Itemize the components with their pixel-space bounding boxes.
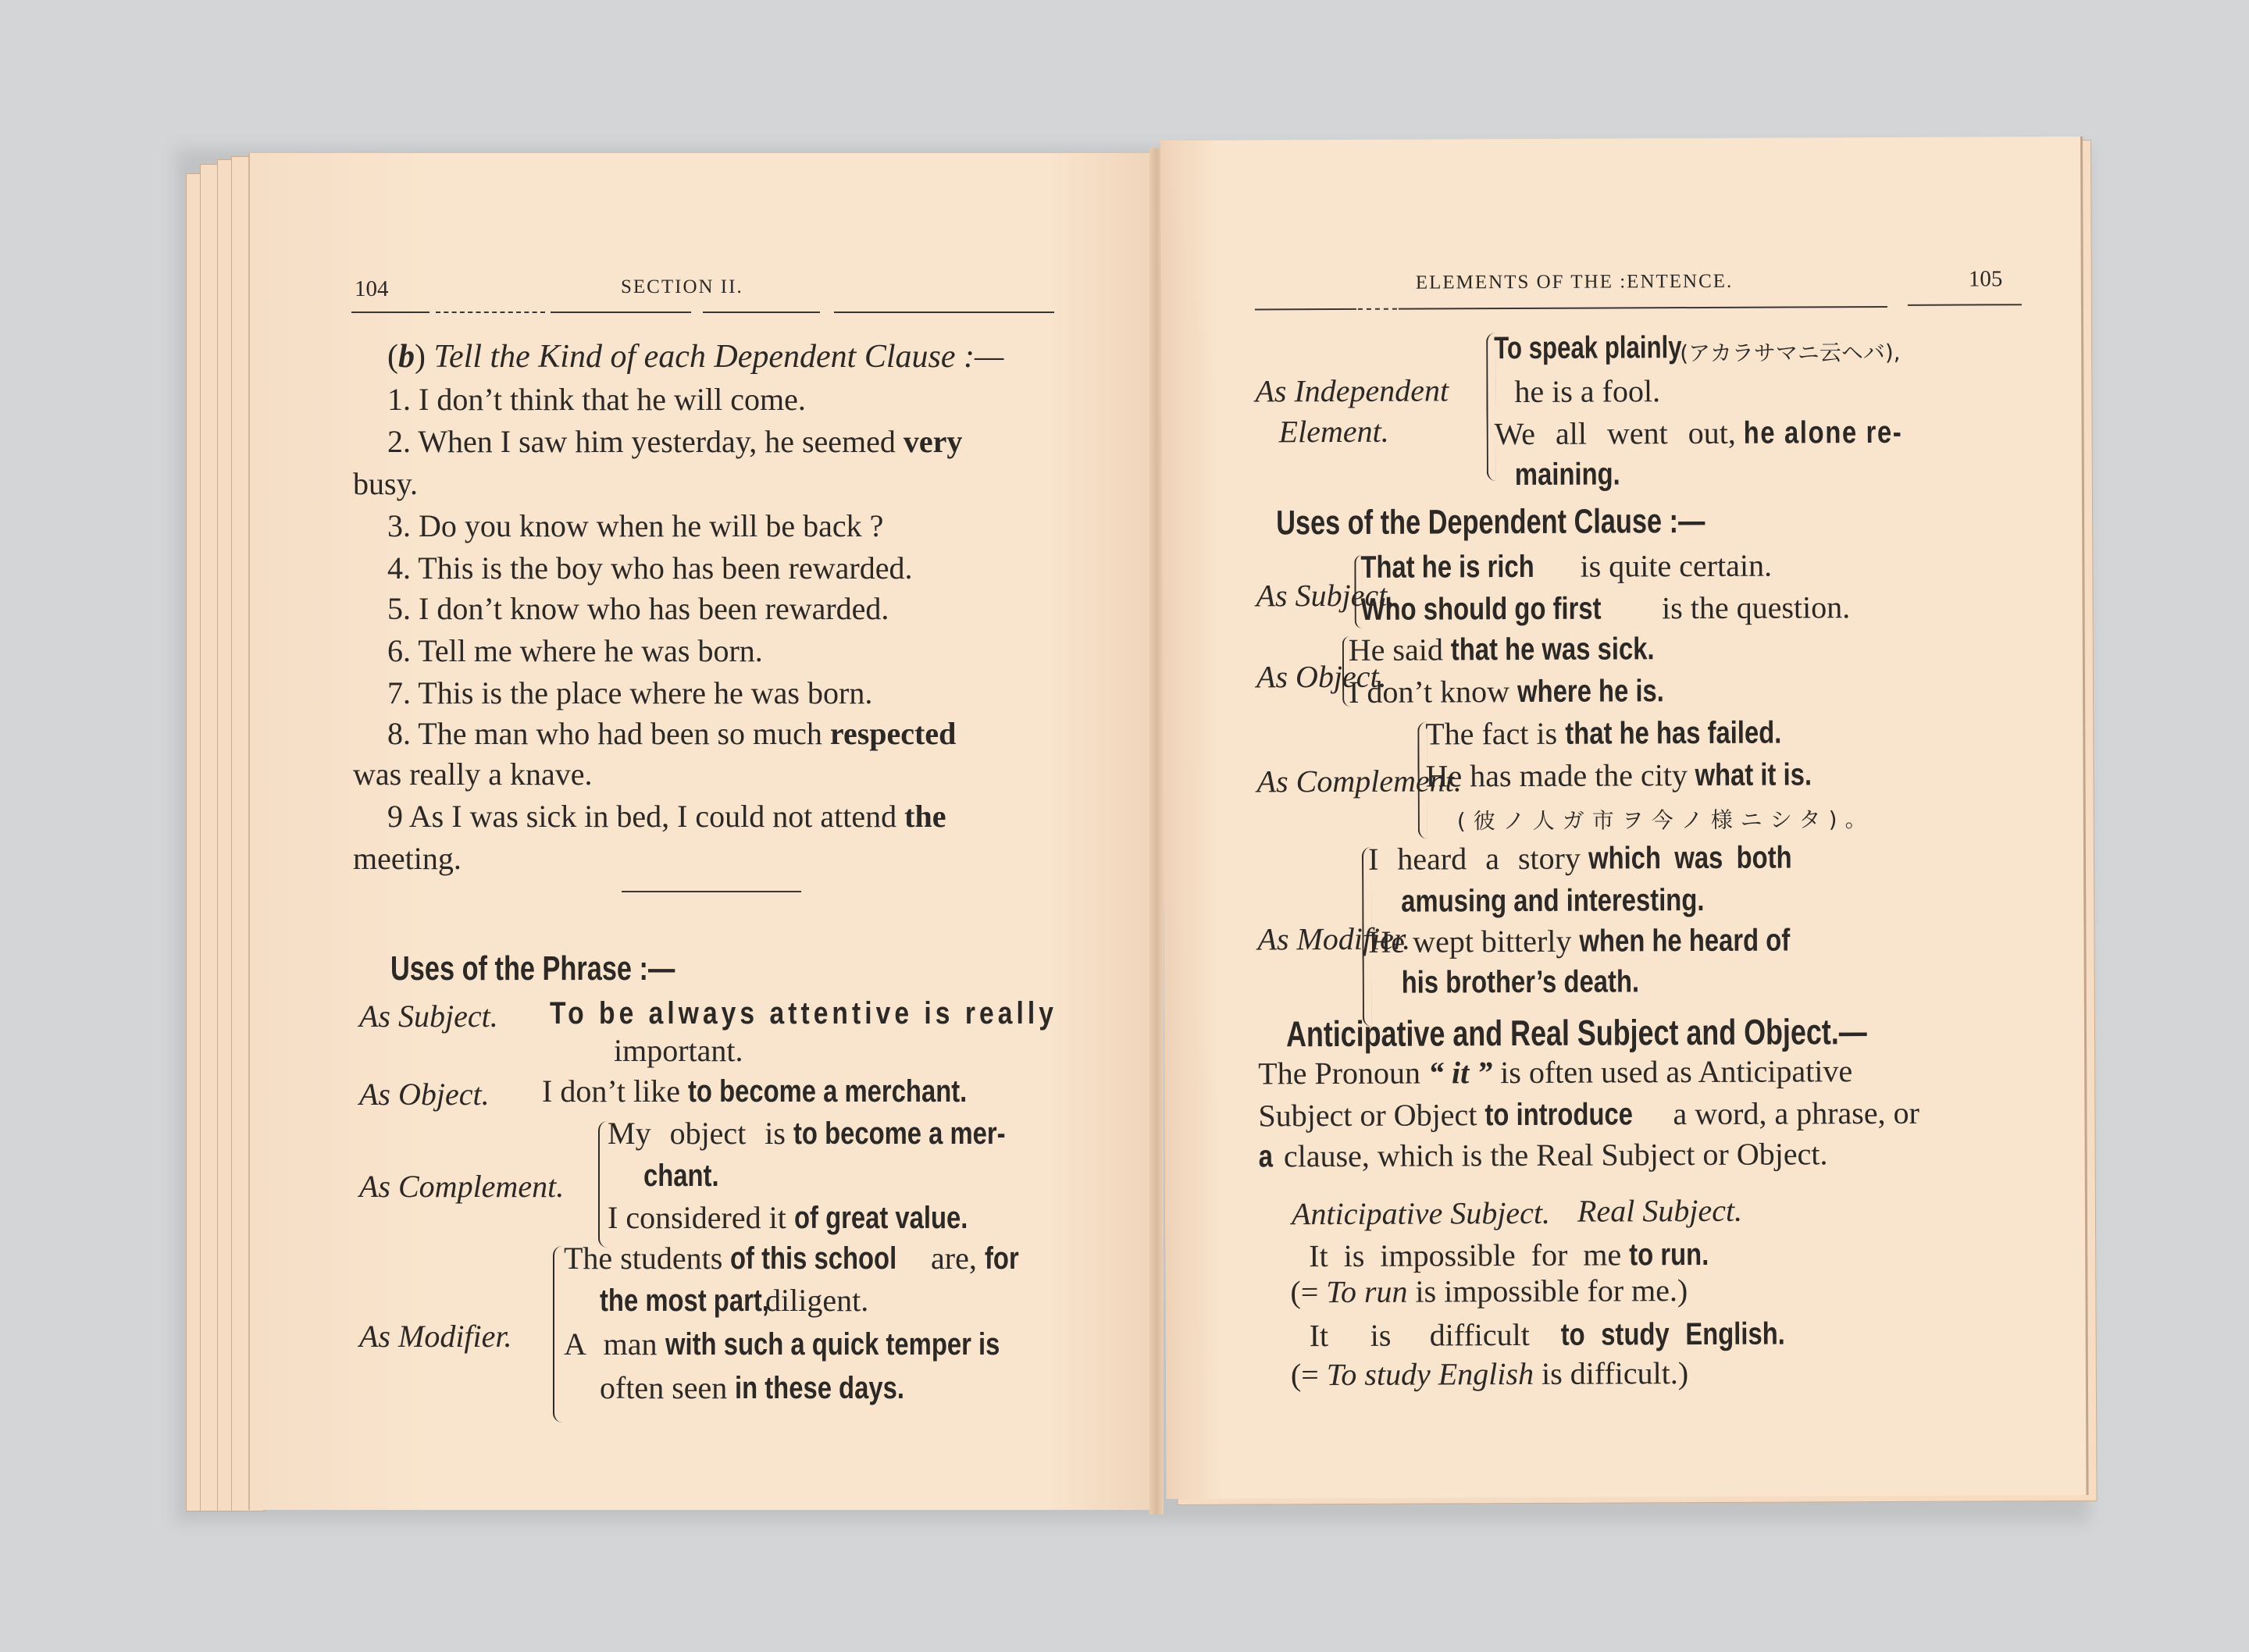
exercise-item: 9 As I was sick in bed, I could not attend the [387, 799, 946, 834]
example-sentence: to study English. [1560, 1316, 1785, 1352]
use-label: As Complement. [1256, 763, 1462, 799]
exercise-item: 4. This is the boy who has been rewarded. [387, 550, 913, 586]
use-label: As Independent [1255, 372, 1449, 409]
section-divider [622, 891, 801, 892]
column-label: Real Subject. [1577, 1192, 1743, 1229]
exercise-item-continuation: was really a knave. [353, 757, 593, 792]
paragraph-line: Subject or Object to introduce a word, a phrase, or [1258, 1095, 1919, 1134]
use-example: maining. [1514, 457, 1620, 493]
header-rule [1255, 308, 1356, 311]
use-label: As Modifier. [1257, 920, 1411, 957]
exercise-item: 7. This is the place where he was born. [387, 675, 873, 710]
use-example: To speak plainly [1494, 330, 1682, 366]
example-sentence: is [1370, 1317, 1392, 1353]
exercise-instruction: (b) Tell the Kind of each Dependent Clause :— [387, 339, 1004, 375]
right-page [1160, 137, 2089, 1499]
use-example: important. [614, 1033, 743, 1068]
exercise-item-continuation: busy. [353, 466, 418, 501]
use-example: We all went out, he alone re- [1494, 415, 1903, 452]
brace-icon [553, 1246, 562, 1422]
page-number: 105 [1968, 266, 2003, 292]
column-label: Anticipative Subject. [1291, 1194, 1551, 1232]
use-example: He said that he was sick. [1348, 632, 1655, 668]
use-example: he is a fool. [1514, 373, 1661, 410]
header-rule [1908, 304, 2022, 306]
section-heading: Uses of the Dependent Clause :— [1276, 501, 1705, 543]
brace-icon [598, 1121, 608, 1248]
use-example: the most part, [600, 1284, 769, 1318]
use-example: I don’t like to become a merchant. [542, 1073, 968, 1109]
left-page [248, 153, 1157, 1510]
example-sentence: It is impossible for me to run. [1309, 1237, 1709, 1274]
running-head: ELEMENTS OF THE :ENTENCE. [1415, 270, 1734, 294]
example-restatement: (= To study English is difficult.) [1290, 1355, 1689, 1393]
paragraph-line: The Pronoun “ it ” is often used as Anticipative [1258, 1053, 1853, 1091]
example-restatement: (= To run is impossible for me.) [1290, 1273, 1688, 1310]
use-example: his brother’s death. [1401, 964, 1640, 1000]
page-number: 104 [355, 276, 389, 301]
header-rule [551, 312, 691, 313]
running-head: SECTION II. [621, 276, 743, 297]
use-example: amusing and interesting. [1401, 882, 1705, 919]
header-rule [436, 312, 545, 313]
use-example: are, for [931, 1241, 1019, 1276]
exercise-item: 8. The man who had been so much respected [387, 716, 957, 751]
use-example: The fact is that he has failed. [1425, 715, 1782, 752]
use-example: I considered it of great value. [608, 1200, 968, 1235]
use-label: As Subject. [359, 999, 498, 1034]
exercise-item: 3. Do you know when he will be back ? [387, 508, 884, 543]
use-example: To be always attentive is really [550, 996, 1057, 1031]
use-example: I heard a story which was both [1367, 840, 1792, 877]
use-label: As Subject. [1256, 577, 1395, 614]
use-label: As Complement. [359, 1169, 565, 1204]
use-example: He wept bitterly when he heard of [1368, 923, 1791, 960]
header-rule [834, 312, 1054, 313]
example-sentence: It [1309, 1318, 1329, 1354]
use-example: Who should go first is the question. [1360, 589, 1851, 627]
section-heading: Anticipative and Real Subject and Object.— [1285, 1011, 1867, 1055]
exercise-item: 1. I don’t think that he will come. [387, 382, 806, 417]
exercise-item: 2. When I saw him yesterday, he seemed very [387, 424, 963, 459]
header-rule [1399, 306, 1887, 310]
paragraph-line: a clause, which is the Real Subject or Object. [1258, 1136, 1828, 1174]
use-example: I don’t know where he is. [1348, 674, 1664, 710]
use-label: Element. [1278, 413, 1389, 450]
use-example: chant. [643, 1159, 719, 1193]
exercise-item: 5. I don’t know who has been rewarded. [387, 591, 889, 626]
use-label: As Modifier. [359, 1319, 512, 1354]
exercise-item: 6. Tell me where he was born. [387, 633, 763, 668]
use-label: As Object. [359, 1077, 490, 1112]
section-heading: Uses of the Phrase :— [390, 949, 675, 988]
use-example: He has made the city what it is. [1425, 757, 1812, 794]
use-example: diligent. [765, 1283, 869, 1318]
exercise-item-continuation: meeting. [353, 841, 462, 876]
use-example: That he is rich is quite certain. [1360, 547, 1773, 585]
use-example: The students of this school [564, 1241, 897, 1276]
header-rule [703, 312, 820, 313]
header-rule [1358, 308, 1397, 310]
header-rule [351, 312, 429, 313]
japanese-gloss: (彼ノ人ガ市ヲ今ノ様ニシタ)。 [1456, 806, 1875, 835]
use-example: A man with such a quick temper is [564, 1326, 1000, 1362]
use-example: My object is to become a mer- [608, 1116, 1006, 1151]
use-label: As Object. [1256, 658, 1387, 695]
japanese-gloss: (アカラサマニ云ヘバ), [1680, 339, 1901, 367]
example-sentence: difficult [1429, 1316, 1530, 1353]
use-example: often seen in these days. [600, 1370, 905, 1405]
